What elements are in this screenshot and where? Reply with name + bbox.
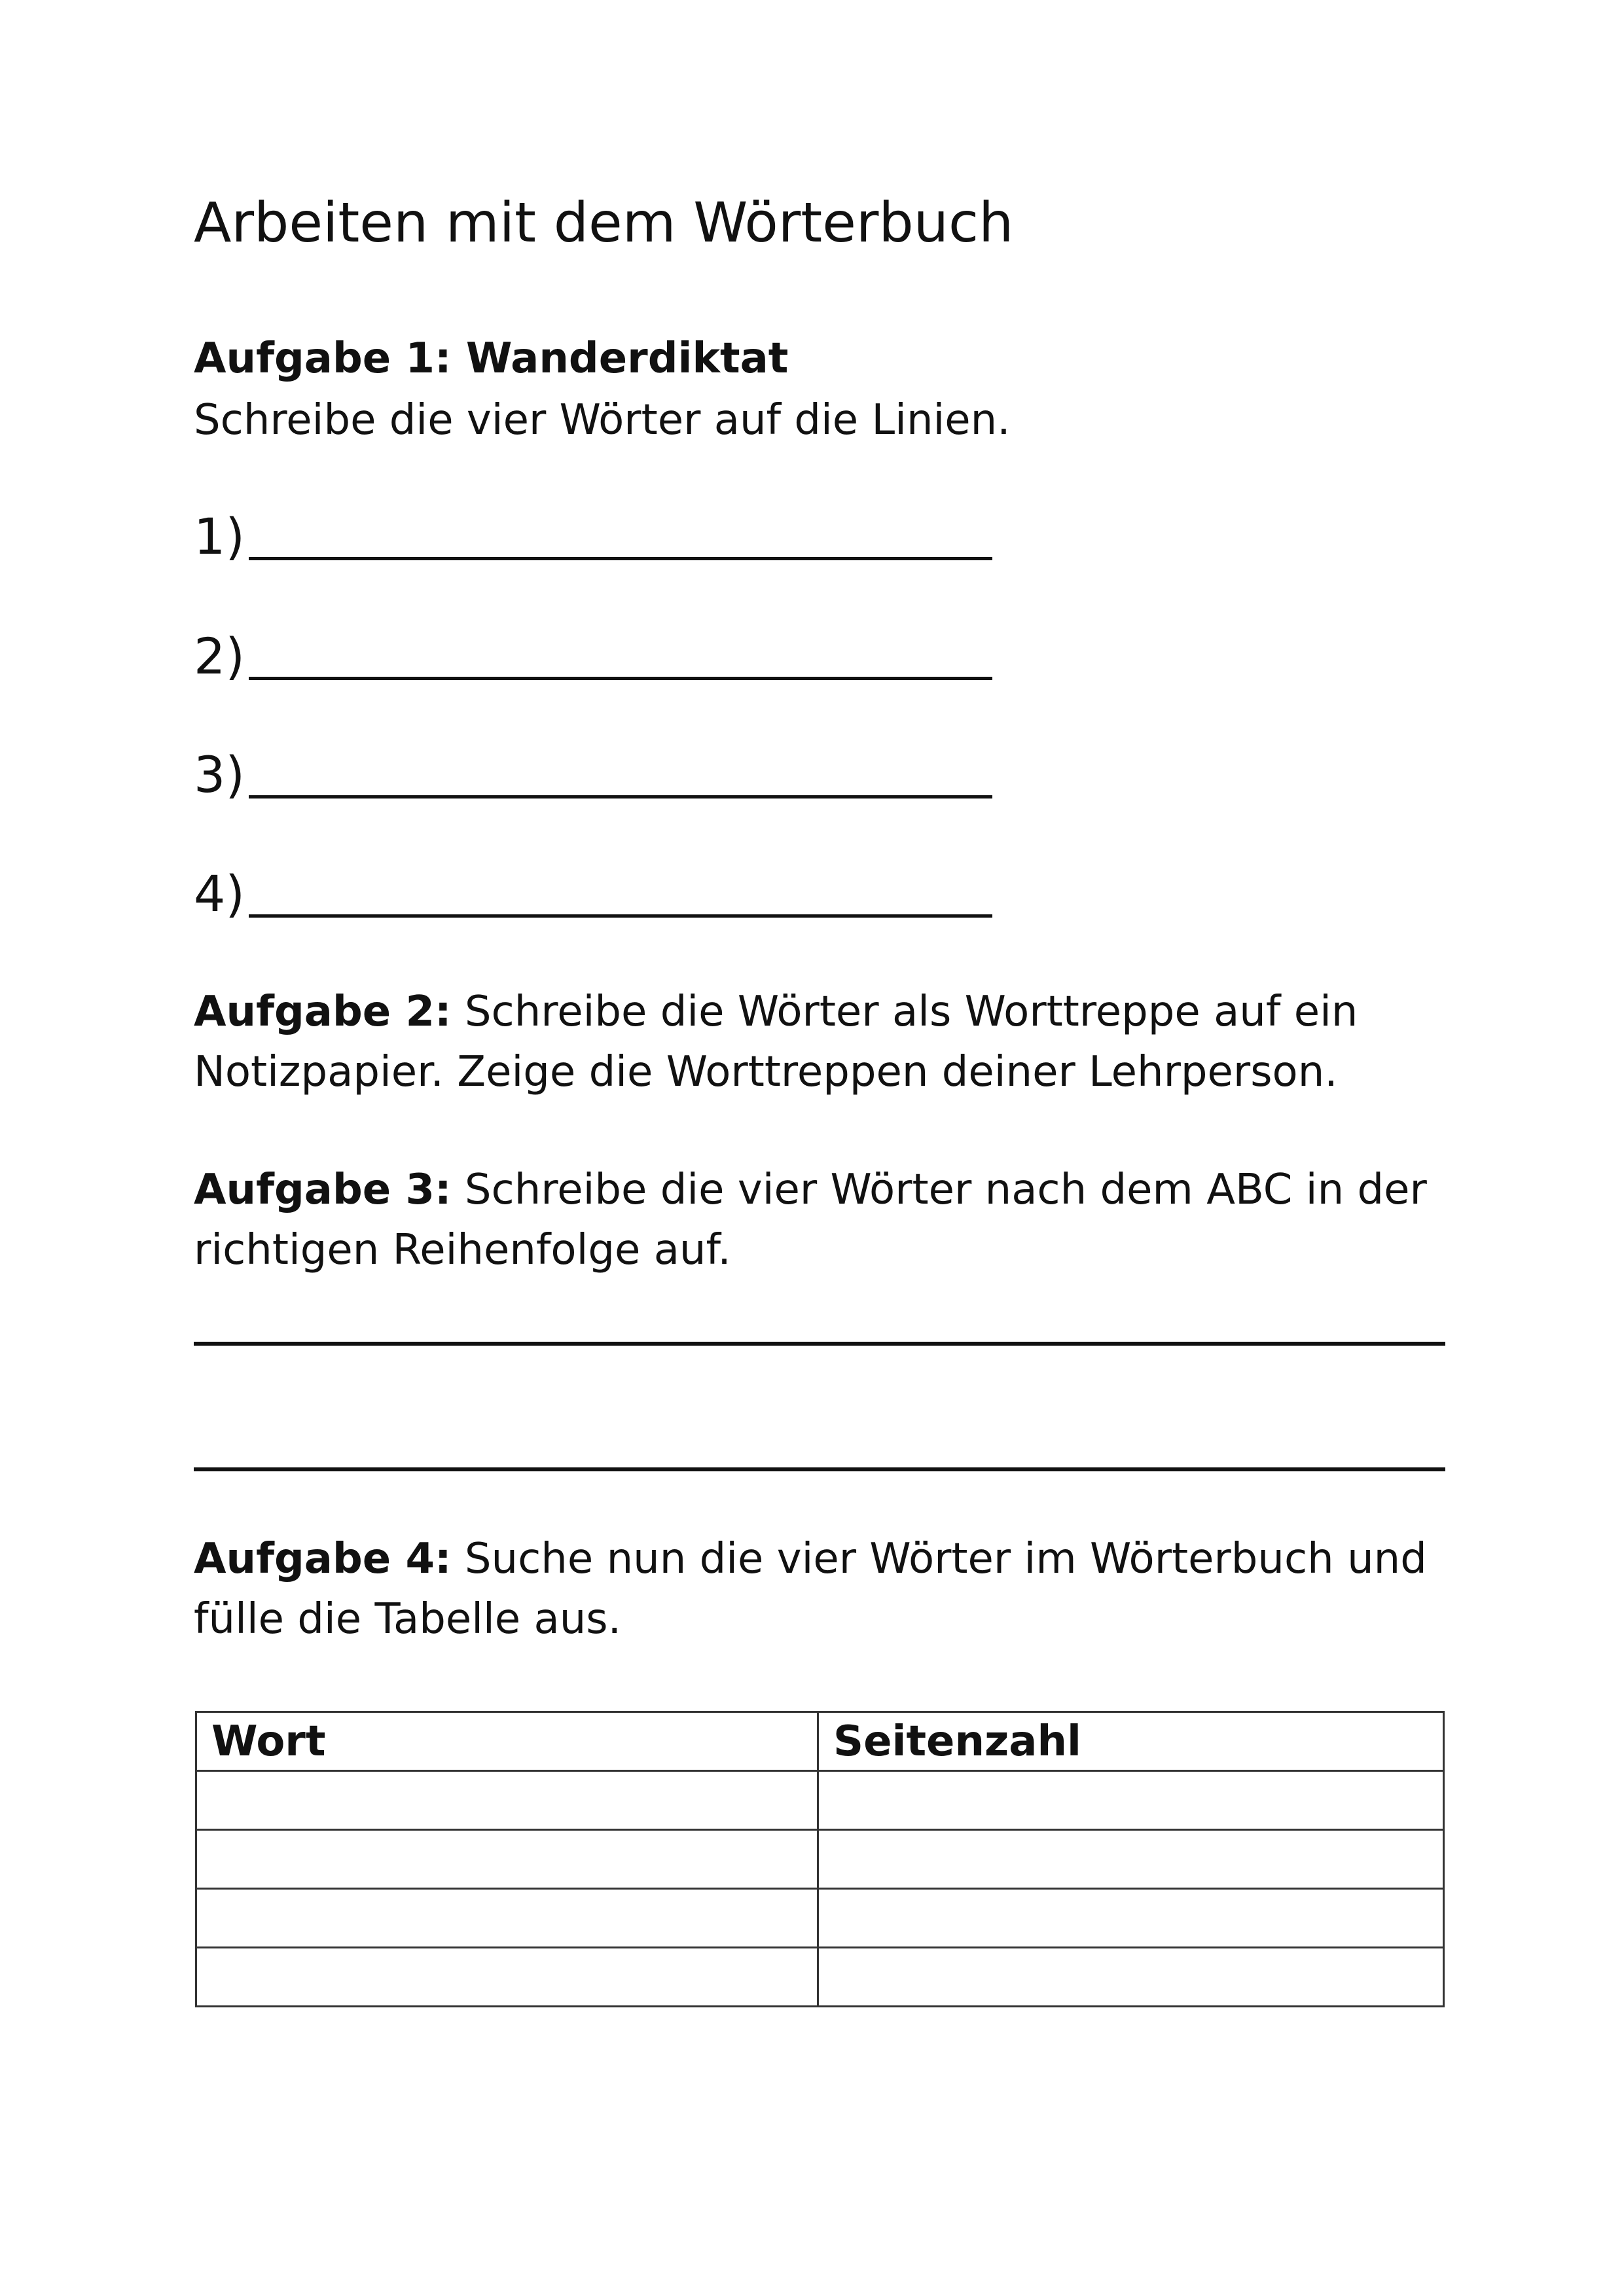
answer-line-2[interactable] (194, 619, 992, 684)
write-line (249, 557, 992, 560)
task3-text-line2: richtigen Reihenfolge auf. (194, 1226, 731, 1274)
task2-text-line1 (194, 982, 1358, 1042)
answer-number: 1) (194, 507, 245, 565)
table-cell-word[interactable] (196, 1771, 818, 1830)
table-row (196, 1771, 1444, 1830)
answer-line-4[interactable] (194, 856, 992, 922)
write-line (249, 914, 992, 918)
table-cell-page-number[interactable] (818, 1830, 1444, 1889)
word-table (195, 1711, 1445, 2007)
answer-number: 3) (194, 745, 245, 804)
task4-text-line2: fülle die Tabelle aus. (194, 1595, 621, 1643)
table-cell-word[interactable] (196, 1948, 818, 2007)
task1-heading: Aufgabe 1: Wanderdiktat (194, 334, 789, 383)
task3-write-line-1[interactable] (194, 1342, 1445, 1346)
table-cell-page-number[interactable] (818, 1948, 1444, 2007)
table-row (196, 1830, 1444, 1889)
task4-text: Suche nun die vier Wörter im Wörterbuch und (451, 1535, 1427, 1583)
table-cell-page-number[interactable] (818, 1771, 1444, 1830)
table-row (196, 1948, 1444, 2007)
table-cell-word[interactable] (196, 1889, 818, 1948)
answer-number: 2) (194, 627, 245, 685)
answer-line-1[interactable] (194, 499, 992, 564)
write-line (249, 677, 992, 680)
page-title: Arbeiten mit dem Wörterbuch (194, 190, 1014, 255)
column-header-word: Wort (196, 1712, 818, 1771)
answer-line-3[interactable] (194, 737, 992, 802)
task2-text: Schreibe die Wörter als Worttreppe auf ein (451, 988, 1358, 1036)
column-header-page-number: Seitenzahl (818, 1712, 1444, 1771)
table-cell-word[interactable] (196, 1830, 818, 1889)
answer-number: 4) (194, 865, 245, 923)
task3-label: Aufgabe 3: (194, 1166, 452, 1214)
task2-label: Aufgabe 2: (194, 988, 452, 1036)
task4-label: Aufgabe 4: (194, 1535, 452, 1583)
task2-text-line2: Notizpapier. Zeige die Worttreppen deiner Lehrperson. (194, 1048, 1338, 1096)
task3-write-line-2[interactable] (194, 1467, 1445, 1471)
table-row (196, 1889, 1444, 1948)
table-header-row (196, 1712, 1444, 1771)
task1-instruction: Schreibe die vier Wörter auf die Linien. (194, 396, 1011, 444)
task4-text-line1 (194, 1529, 1427, 1589)
table-cell-page-number[interactable] (818, 1889, 1444, 1948)
task3-text-line1 (194, 1160, 1427, 1220)
task3-text: Schreibe die vier Wörter nach dem ABC in der (451, 1166, 1427, 1214)
write-line (249, 795, 992, 798)
